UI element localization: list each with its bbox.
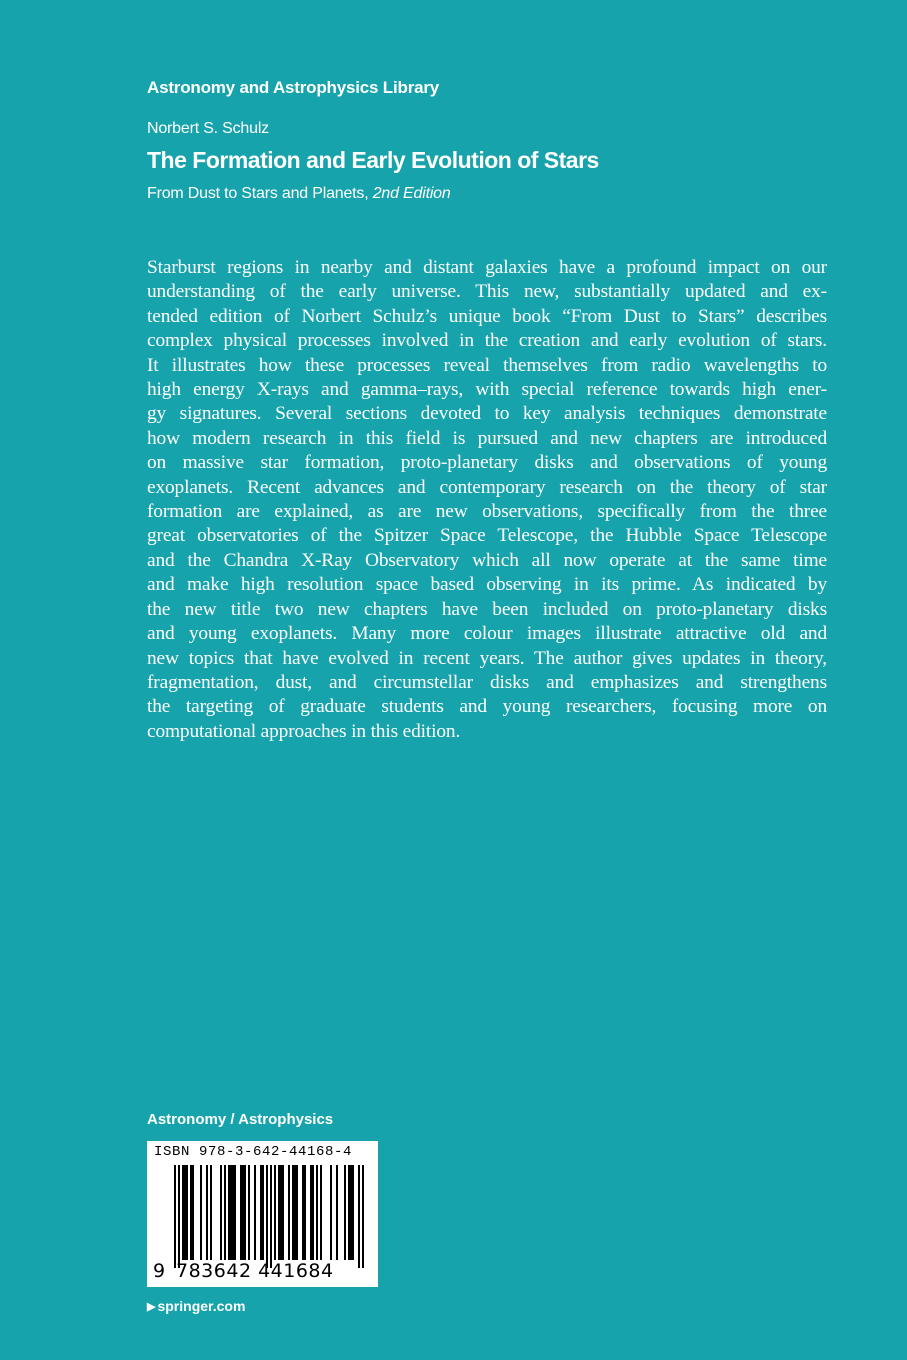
barcode-bar (344, 1165, 346, 1260)
barcode-bar (320, 1165, 322, 1260)
description-line: on massive star formation, proto-planetary disks and observations of young (147, 452, 827, 474)
isbn-label: ISBN 978-3-642-44168-4 (154, 1144, 353, 1160)
description-line: high energy X-rays and gamma–rays, with special reference towards high ener- (147, 379, 827, 401)
description-line: complex physical processes involved in the creation and early evolution of stars. (147, 330, 827, 352)
barcode-bar (234, 1165, 236, 1260)
barcode-bar (174, 1165, 176, 1268)
publisher-website[interactable] (147, 1298, 245, 1314)
barcode-bar (248, 1165, 250, 1260)
description-line: and make high resolution space based observing in its prime. As indicated by (147, 574, 827, 596)
description-line: the new title two new chapters have been included on proto-planetary disks (147, 598, 827, 620)
barcode-bar (228, 1165, 230, 1260)
barcode-bar (270, 1165, 272, 1268)
barcode-bar (192, 1165, 194, 1260)
barcode-bar (288, 1165, 290, 1260)
barcode-bar (260, 1165, 262, 1260)
description-line: computational approaches in this edition. (147, 720, 461, 742)
description-line: the targeting of graduate students and young researchers, focusing more on (147, 696, 827, 718)
description-line: Starburst regions in nearby and distant galaxies have a profound impact on our (147, 257, 827, 278)
barcode-bar (184, 1165, 186, 1260)
edition-label: 2nd Edition (372, 185, 451, 202)
barcode-bar (232, 1165, 234, 1260)
description-line: It illustrates how these processes reveal themselves from radio wavelengths to (147, 354, 827, 376)
description-line: how modern research in this field is pursued and new chapters are introduced (147, 427, 827, 449)
book-subtitle (147, 185, 451, 203)
barcode-bar (302, 1165, 304, 1260)
barcode-bar (274, 1165, 276, 1260)
barcode-bar (182, 1165, 184, 1260)
barcode-bar (244, 1165, 246, 1260)
barcode-bar (292, 1165, 294, 1260)
barcode-bar (210, 1165, 212, 1260)
description-line: fragmentation, dust, and circumstellar disks and emphasizes and strengthens (147, 671, 827, 693)
barcode-bar (304, 1165, 306, 1260)
barcode-bar (186, 1165, 188, 1260)
barcode-bar (352, 1165, 354, 1260)
barcode-bar (200, 1165, 202, 1260)
barcode-bar (316, 1165, 318, 1260)
barcode-bar (280, 1165, 282, 1260)
barcode-bar (254, 1165, 256, 1260)
series-name: Astronomy and Astrophysics Library (147, 78, 440, 97)
barcode-bar (230, 1165, 232, 1260)
subject-category: Astronomy / Astrophysics (147, 1111, 334, 1128)
barcode-bar (296, 1165, 298, 1260)
book-title: The Formation and Early Evolution of Stars (147, 147, 599, 173)
arrow-right-icon: ▶ (147, 1301, 156, 1313)
barcode-bar (178, 1165, 180, 1268)
barcode-bar (310, 1165, 312, 1260)
ean-digits: 783642 441684 (176, 1260, 334, 1282)
barcode-bar (312, 1165, 314, 1260)
barcode-bar (330, 1165, 332, 1260)
description-line: great observatories of the Spitzer Space Telescope, the Hubble Space Telescope (147, 525, 827, 547)
barcode-bar (240, 1165, 242, 1260)
barcode-bar (350, 1165, 352, 1260)
description-line: gy signatures. Several sections devoted to key analysis techniques demonstrate (147, 403, 827, 425)
description-line: tended edition of Norbert Schulz’s unique book “From Dust to Stars” describes (147, 305, 827, 327)
book-description (147, 256, 827, 744)
subtitle-text: From Dust to Stars and Planets, (147, 185, 373, 202)
isbn-barcode (147, 1141, 378, 1287)
barcode-bar (294, 1165, 296, 1260)
author-name: Norbert S. Schulz (147, 120, 269, 137)
barcode-bar (220, 1165, 222, 1260)
barcode-bar (362, 1165, 364, 1268)
barcode-bar (262, 1165, 264, 1260)
barcode-bar (242, 1165, 244, 1260)
barcode-bar (224, 1165, 226, 1260)
barcode-bar (282, 1165, 284, 1260)
ean-first-digit: 9 (153, 1260, 166, 1282)
description-line: understanding of the early universe. This new, substantially updated and ex- (147, 281, 827, 303)
barcode-bar (190, 1165, 192, 1260)
description-line: and young exoplanets. Many more colour images illustrate attractive old and (147, 623, 827, 645)
website-url: springer.com (157, 1298, 246, 1314)
barcode-bar (278, 1165, 280, 1260)
barcode-bar (358, 1165, 360, 1268)
barcode-bar (336, 1165, 338, 1260)
barcode-bar (266, 1165, 268, 1268)
description-line: and the Chandra X-Ray Observatory which all now operate at the same time (147, 549, 827, 571)
description-line: formation are explained, as are new observations, specifically from the three (147, 501, 827, 523)
description-line: exoplanets. Recent advances and contemporary research on the theory of star (147, 476, 827, 498)
description-line: new topics that have evolved in recent years. The author gives updates in theory, (147, 647, 827, 669)
barcode-bar (348, 1165, 350, 1260)
barcode-bar (206, 1165, 208, 1260)
